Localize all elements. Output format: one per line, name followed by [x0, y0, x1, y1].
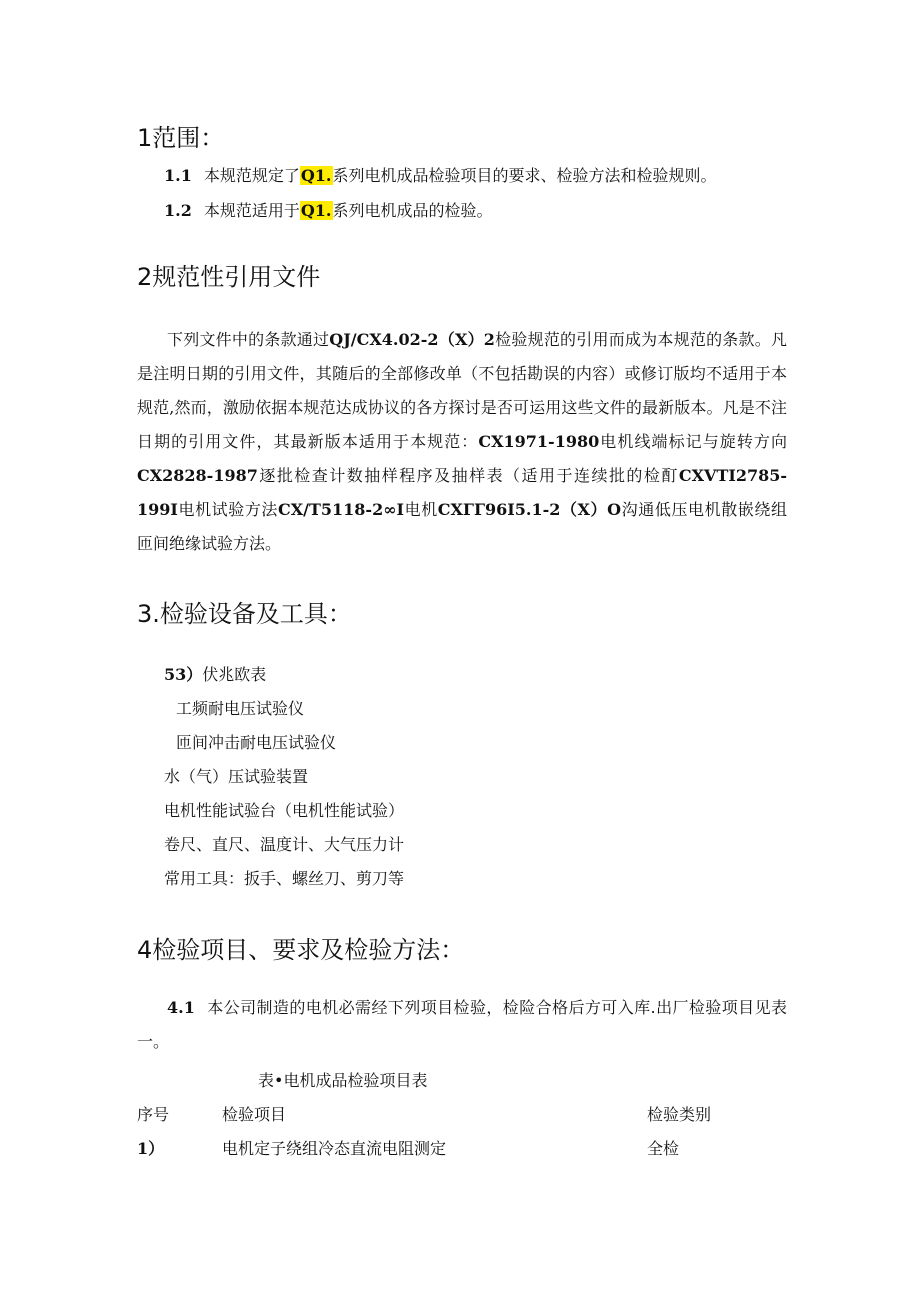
highlighted-text: Q1. [300, 166, 332, 185]
table-header-category: 检验类别 [647, 1105, 712, 1124]
section-3-heading: 3.检验设备及工具： [137, 600, 352, 628]
clause-1-2: 1.2 本规范适用于Q1.系列电机成品的检验。 [164, 201, 493, 220]
equipment-item: 匝间冲击耐电压试验仪 [176, 733, 337, 752]
item-number: 53） [164, 665, 203, 684]
clause-1-1: 1.1 本规范规定了Q1.系列电机成品检验项目的要求、检验方法和检验规则。 [164, 166, 717, 185]
equipment-item: 工频耐电压试验仪 [176, 699, 305, 718]
row-item: 电机定子绕组冷态直流电阻测定 [222, 1139, 447, 1158]
standard-ref: CXVTI2785-199I [137, 466, 787, 519]
clause-4-1: 4.1 本公司制造的电机必需经下列项目检验，检险合格后方可入库.出厂检验项目见表一。 [137, 998, 787, 1051]
equipment-item: 常用工具：扳手、螺丝刀、剪刀等 [164, 869, 405, 888]
section-4-heading: 4检验项目、要求及检验方法： [137, 936, 465, 964]
standard-ref: QJ/CX4.02-2（X）2 [329, 330, 495, 349]
equipment-item: 水（气）压试验装置 [164, 767, 309, 786]
standard-ref: CX1971-1980 [478, 432, 600, 451]
table-header-no: 序号 [137, 1105, 170, 1124]
clause-number: 1.1 [164, 166, 192, 185]
table-header-item: 检验项目 [222, 1105, 287, 1124]
standard-ref: CX/T5118-2∞I [278, 500, 405, 519]
clause-number: 4.1 [167, 998, 195, 1017]
standard-ref: CXГГ96I5.1-2（X）O [437, 500, 622, 519]
standard-ref: CX2828-1987 [137, 466, 258, 485]
section-2-heading: 2规范性引用文件 [137, 263, 321, 291]
section-1-heading: 1范围： [137, 124, 225, 152]
equipment-item: 电机性能试验台（电机性能试验） [164, 801, 405, 820]
normative-references-paragraph: 下列文件中的条款通过QJ/CX4.02-2（X）2检验规范的引用而成为本规范的条款。凡是注明日期的引用文件，其随后的全部修改单（不包括勘误的内容）或修订版均不适用于本规范,然而，激励依据本规范达成协议的各方探讨是否可运用这些文件的最新版本。凡是不注日期的引用文件，其最新版本适用于本规范：CX1971-1980电机线端标记与旋转方向CX2828-1987逐批检查计数抽样程序及抽样表（适用于连续批的检酊CXVTI2785-199I电机试验方法CX/T5118-2∞I电机CXГГ96I5.1-2（X）O沟通低压电机散嵌绕组匝间绝缘试验方法。 [137, 330, 787, 553]
highlighted-text: Q1. [300, 201, 332, 220]
clause-number: 1.2 [164, 201, 192, 220]
row-category: 全检 [647, 1139, 680, 1158]
table-caption: 表•电机成品检验项目表 [258, 1071, 428, 1090]
equipment-item: 53）伏兆欧表 [164, 665, 267, 684]
row-number: 1） [137, 1139, 165, 1158]
equipment-item: 卷尺、直尺、温度计、大气压力计 [164, 835, 405, 854]
